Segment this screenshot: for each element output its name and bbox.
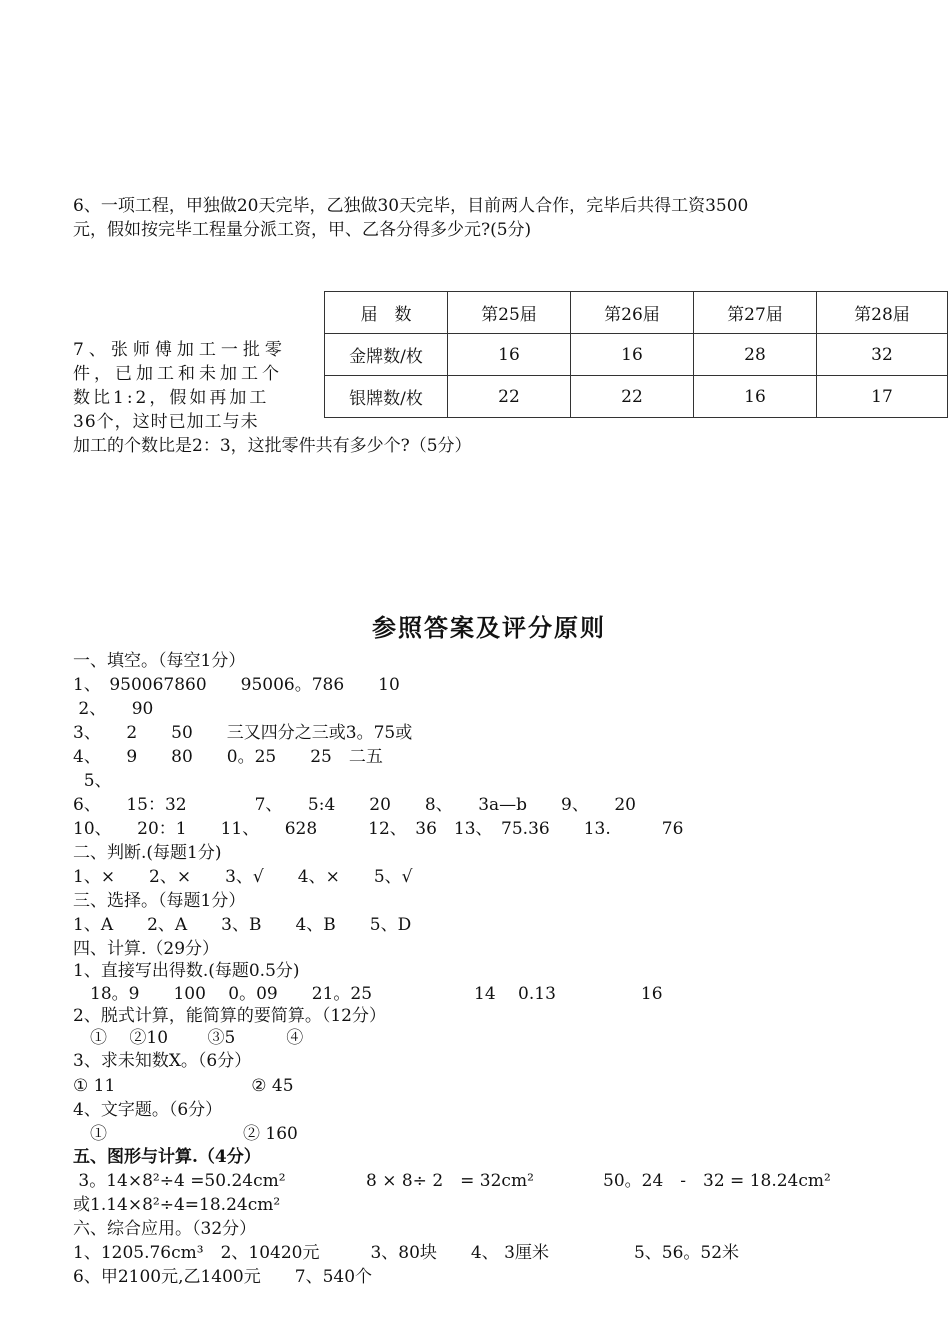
table-cell: 32: [817, 334, 948, 376]
answer-line: 二、判断.(每题1分): [73, 843, 222, 863]
table-row: [325, 334, 948, 376]
table-cell: 22: [448, 376, 571, 418]
table-cell: 金牌数/枚: [325, 334, 448, 376]
table-cell: 16: [571, 334, 694, 376]
q7-line-1: 7、张师傅加工一批零: [73, 340, 287, 360]
answer-line: 4、文字题。（6分）: [73, 1100, 223, 1120]
answers-title: 参照答案及评分原则: [372, 613, 606, 642]
answer-line: 或1.14×8²÷4=18.24cm²: [73, 1195, 281, 1215]
answer-line: 3、 2 50 三又四分之三或3。75或: [73, 723, 413, 743]
answer-line: 4、 9 80 0。25 25 二五: [73, 747, 383, 767]
answer-line: 四、计算.（29分）: [73, 939, 220, 959]
area-answer-part-3: 50。24 - 32 = 18.24cm²: [603, 1171, 831, 1191]
answer-line: 一、填空。（每空1分）: [73, 651, 246, 671]
medal-table: [324, 291, 948, 418]
header-cell: 届 数: [325, 292, 448, 334]
answer-line: 18。9 100 0。09 21。25 14 0.13 16: [73, 984, 663, 1004]
answer-line: 10、 20：1 11、 628 12、 36 13、 75.36 13. 76: [73, 819, 684, 839]
table-row: [325, 376, 948, 418]
table-cell: 28: [694, 334, 817, 376]
table-cell: 22: [571, 376, 694, 418]
answer-line: 1、直接写出得数.(每题0.5分): [73, 961, 300, 981]
table-cell: 17: [817, 376, 948, 418]
answer-line: 六、综合应用。（32分）: [73, 1219, 257, 1239]
header-cell: 第25届: [448, 292, 571, 334]
q7-line-4: 36个，这时已加工与未: [73, 412, 259, 432]
q7-line-3: 数比1:2，假如再加工: [73, 388, 270, 408]
table-header-row: [325, 292, 948, 334]
answer-line: ① ② 160: [73, 1124, 298, 1144]
answer-line: 1、 950067860 95006。786 10: [73, 675, 400, 695]
answer-line: 3、求未知数X。（6分）: [73, 1051, 252, 1071]
q7-line-5: 加工的个数比是2：3，这批零件共有多少个?（5分）: [73, 436, 472, 456]
header-cell: 第28届: [817, 292, 948, 334]
table-cell: 16: [694, 376, 817, 418]
answer-line: ① ②10 ③5 ④: [73, 1028, 304, 1048]
q6-line-2: 元，假如按完毕工程量分派工资，甲、乙各分得多少元?(5分): [73, 220, 532, 240]
answer-line: 5、: [73, 771, 112, 791]
answer-line: 五、图形与计算.（4分）: [73, 1147, 261, 1167]
table-cell: 16: [448, 334, 571, 376]
answer-line: 1、× 2、× 3、√ 4、× 5、√: [73, 867, 413, 887]
answer-line: 三、选择。（每题1分）: [73, 891, 246, 911]
answer-line: 2、 90: [73, 699, 154, 719]
table-cell: 银牌数/枚: [325, 376, 448, 418]
header-cell: 第26届: [571, 292, 694, 334]
answer-line: 1、A 2、A 3、B 4、B 5、D: [73, 915, 412, 935]
answer-line: ① 11 ② 45: [73, 1076, 294, 1096]
area-answer-part-2: 8 × 8÷ 2 = 32cm²: [366, 1171, 534, 1191]
q6-line-1: 6、一项工程，甲独做20天完毕，乙独做30天完毕，目前两人合作，完毕后共得工资3500: [73, 196, 749, 216]
q7-line-2: 件，已加工和未加工个: [73, 364, 283, 384]
answer-line: 2、脱式计算，能简算的要简算。（12分）: [73, 1006, 386, 1026]
area-answer-part-1: 3。14×8²÷4 =50.24cm²: [73, 1171, 286, 1191]
answer-line: 6、甲2100元,乙1400元 7、540个: [73, 1267, 373, 1287]
header-cell: 第27届: [694, 292, 817, 334]
answer-line: 6、 15：32 7、 5:4 20 8、 3a—b 9、 20: [73, 795, 636, 815]
answer-line: 1、1205.76cm³ 2、10420元 3、80块 4、 3厘米 5、56。52米: [73, 1243, 740, 1263]
